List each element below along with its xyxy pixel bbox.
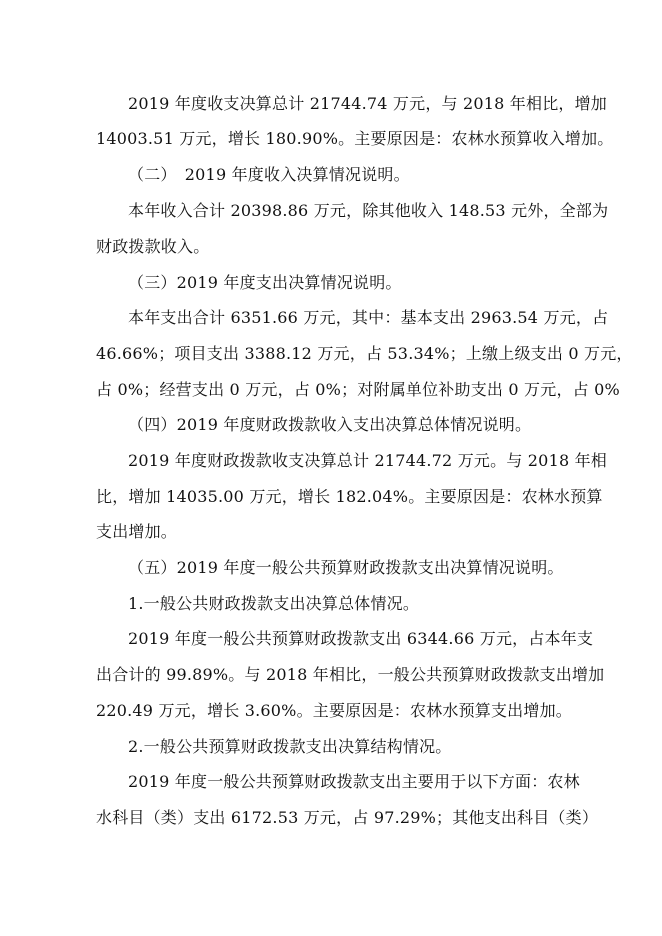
paragraph-line: 2019 年度财政拨款收支决算总计 21744.72 万元。与 2018 年相 [128,451,608,470]
paragraph-line: 支出增加。 [96,522,178,541]
paragraph-line: 出合计的 99.89%。与 2018 年相比，一般公共预算财政拨款支出增加 [96,665,605,684]
paragraph-line: 水科目（类）支出 6172.53 万元，占 97.29%；其他支出科目（类） [96,808,599,827]
paragraph-line: 220.49 万元，增长 3.60%。主要原因是：农林水预算支出增加。 [96,701,572,720]
paragraph-line: 本年收入合计 20398.86 万元，除其他收入 148.53 元外，全部为 [128,201,609,220]
paragraph-line: 46.66%；项目支出 3388.12 万元，占 53.34%；上缴上级支出 0 万元， [96,344,633,363]
paragraph-line: 比，增加 14035.00 万元，增长 182.04%。主要原因是：农林水预算 [96,487,603,506]
section-heading: （二） 2019 年度收入决算情况说明。 [128,165,410,184]
paragraph-line: 财政拨款收入。 [96,237,210,256]
paragraph-line: 本年支出合计 6351.66 万元，其中：基本支出 2963.54 万元，占 [128,308,609,327]
paragraph-line: 2019 年度收支决算总计 21744.74 万元，与 2018 年相比，增加 [128,94,608,113]
section-heading: （四）2019 年度财政拨款收入支出决算总体情况说明。 [128,415,532,434]
paragraph-line: 14003.51 万元，增长 180.90%。主要原因是：农林水预算收入增加。 [96,129,614,148]
subsection-heading: 2.一般公共预算财政拨款支出决算结构情况。 [128,737,452,756]
paragraph-line: 2019 年度一般公共预算财政拨款支出 6344.66 万元，占本年支 [128,629,594,648]
paragraph-line: 占 0%；经营支出 0 万元，占 0%；对附属单位补助支出 0 万元，占 0% [96,380,620,399]
section-heading: （三）2019 年度支出决算情况说明。 [128,273,402,292]
paragraph-line: 2019 年度一般公共预算财政拨款支出主要用于以下方面：农林 [128,772,580,791]
subsection-heading: 1.一般公共财政拨款支出决算总体情况。 [128,594,420,613]
section-heading: （五）2019 年度一般公共预算财政拨款支出决算情况说明。 [128,558,564,577]
